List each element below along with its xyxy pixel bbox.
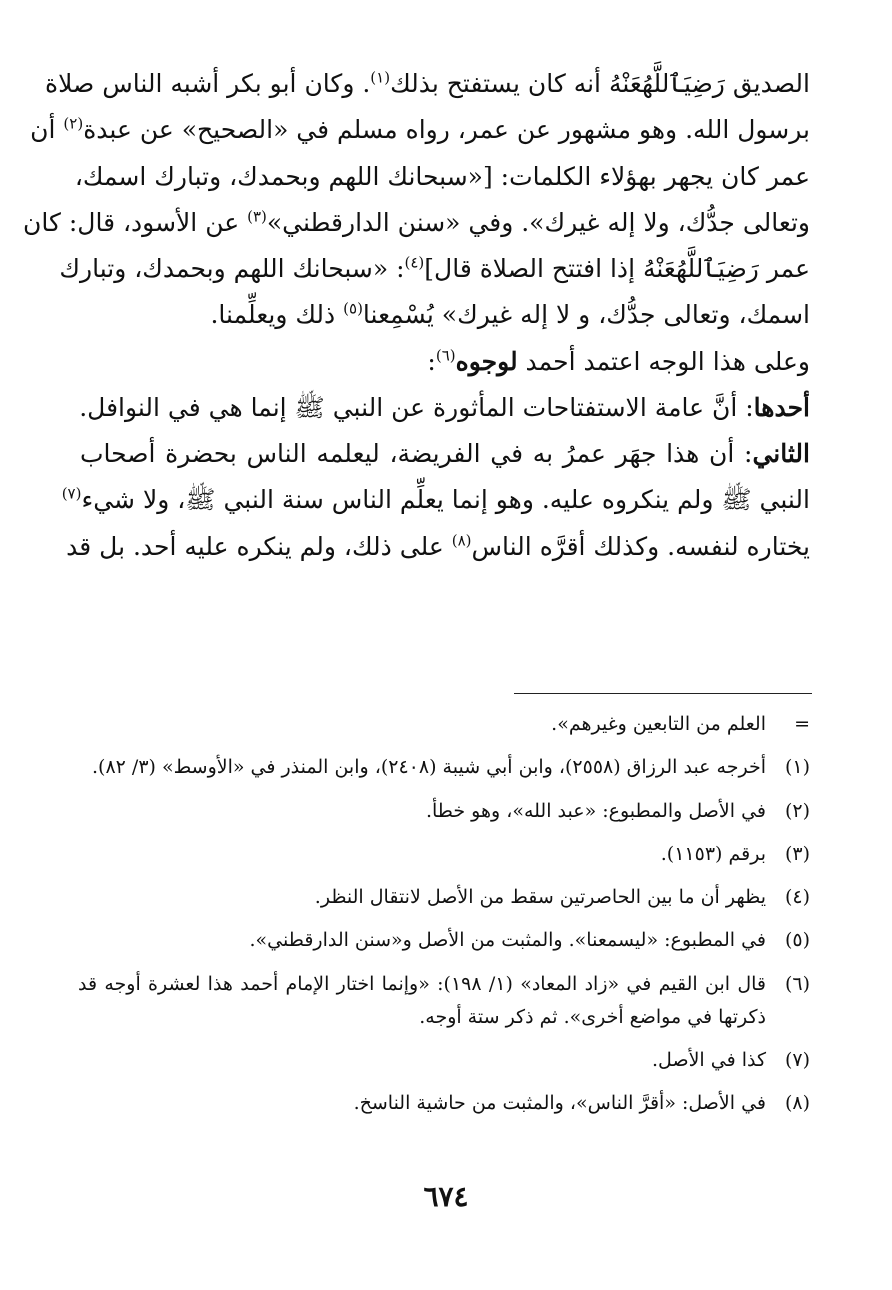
text-line: وعلى هذا الوجه اعتمد أحمد لوجوه$^{(٦)}$: xyxy=(427,346,810,376)
text-line: النبي ﷺ ولم ينكروه عليه. وهو إنما يعلِّم الناس سنة النبي ﷺ، ولا شيء$^{(٧)}$ xyxy=(61,484,810,515)
footnote-ref[interactable]: (٧) xyxy=(61,484,82,503)
footnote xyxy=(78,838,810,871)
footnote-number: (٧) xyxy=(784,1049,810,1071)
text-line: يختاره لنفسه. وكذلك أقرَّه الناس$^{(٨)}$ على ذلك، ولم ينكره عليه أحد. بل قد xyxy=(66,531,810,561)
footnote-number: (٣) xyxy=(784,842,810,865)
page-number: ٦٧٤ xyxy=(423,1180,469,1213)
point-heading: أحدها xyxy=(753,392,810,422)
footnote-text: يظهر أن ما بين الحاصرتين سقط من الأصل لانتقال النظر. xyxy=(314,886,766,908)
text-line: الصديق رَضِيَٱللَّهُعَنْهُ أنه كان يستفتح بذلك$^{(١)}$. وكان أبو بكر أشبه الناس صلاة xyxy=(45,68,810,98)
footnote xyxy=(78,1044,810,1077)
text-line: عمر كان يجهر بهؤلاء الكلمات: [«سبحانك اللهم وبحمدك، وتبارك اسمك، xyxy=(74,161,810,191)
text-line: برسول الله. وهو مشهور عن عمر، رواه مسلم في «الصحيح» عن عبدة$^{(٢)}$ أن xyxy=(30,114,810,145)
footnote xyxy=(78,795,810,828)
footnote-text: أخرجه عبد الرزاق (٢٥٥٨)، وابن أبي شيبة (٢٤٠٨)، وابن المنذر في «الأوسط» (٣/ ٨٢). xyxy=(92,756,766,779)
footnote-ref[interactable]: (٤) xyxy=(404,253,425,272)
footnote-ref[interactable]: (٦) xyxy=(435,346,456,365)
footnote-number: (٦) xyxy=(784,972,810,995)
footnote xyxy=(78,1087,810,1120)
footnote-number: (٢) xyxy=(784,799,810,822)
text-line: الثاني: أن هذا جهَر عمرُ به في الفريضة، ليعلمه الناس بحضرة أصحاب xyxy=(80,439,810,468)
footnote-text: كذا في الأصل. xyxy=(652,1049,766,1071)
footnote-number: = xyxy=(794,713,810,735)
footnote-ref[interactable]: (٨) xyxy=(451,531,472,550)
point-heading: الثاني xyxy=(752,439,810,468)
footnote-text: في الأصل: «أقرَّ الناس»، والمثبت من حاشية الناسخ. xyxy=(353,1092,766,1115)
footnote xyxy=(78,881,810,914)
footnotes xyxy=(78,708,810,1131)
text-line: أحدها: أنَّ عامة الاستفتاحات المأثورة عن النبي ﷺ إنما هي في النوافل. xyxy=(79,392,810,422)
footnote xyxy=(78,968,810,1035)
footnote-ref[interactable]: (٢) xyxy=(63,114,84,133)
text-line: اسمك، وتعالى جدُّك، و لا إله غيرك» يُسْمِعنا$^{(٥)}$ ذلك ويعلِّمنا. xyxy=(210,299,810,330)
footnote-separator xyxy=(514,693,812,694)
footnote-number: (٨) xyxy=(784,1092,810,1115)
footnote xyxy=(78,924,810,957)
footnote-text: في المطبوع: «ليسمعنا». والمثبت من الأصل و«سنن الدارقطني». xyxy=(249,929,766,952)
footnote-text: في الأصل والمطبوع: «عبد الله»، وهو خطأ. xyxy=(425,799,766,822)
footnote xyxy=(78,751,810,784)
footnote-number: (١) xyxy=(784,756,810,779)
footnote-ref[interactable]: (٣) xyxy=(247,207,267,226)
footnote-number: (٥) xyxy=(784,929,810,952)
footnote-text: برقم (١١٥٣). xyxy=(660,842,766,865)
footnote-text: قال ابن القيم في «زاد المعاد» (١/ ١٩٨): «وإنما اختار الإمام أحمد هذا لعشرة أوجه قد ذكرتها في مواضع أخرى». ثم ذكر ستة أوجه. xyxy=(78,972,766,1028)
footnote-ref[interactable]: (١) xyxy=(370,68,391,87)
footnote-text: العلم من التابعين وغيرهم». xyxy=(551,713,766,735)
text-line: عمر رَضِيَٱللَّهُعَنْهُ إذا افتتح الصلاة قال]$^{(٤)}$: «سبحانك اللهم وبحمدك، وتبارك xyxy=(59,253,810,283)
footnote-number: (٤) xyxy=(784,886,810,908)
footnote-continuation xyxy=(78,708,810,741)
footnote-ref[interactable]: (٥) xyxy=(343,299,363,318)
main-text xyxy=(23,68,810,577)
text-line: وتعالى جدُّك، ولا إله غيرك». وفي «سنن الدارقطني»$^{(٣)}$ عن الأسود، قال: كان xyxy=(23,207,810,237)
